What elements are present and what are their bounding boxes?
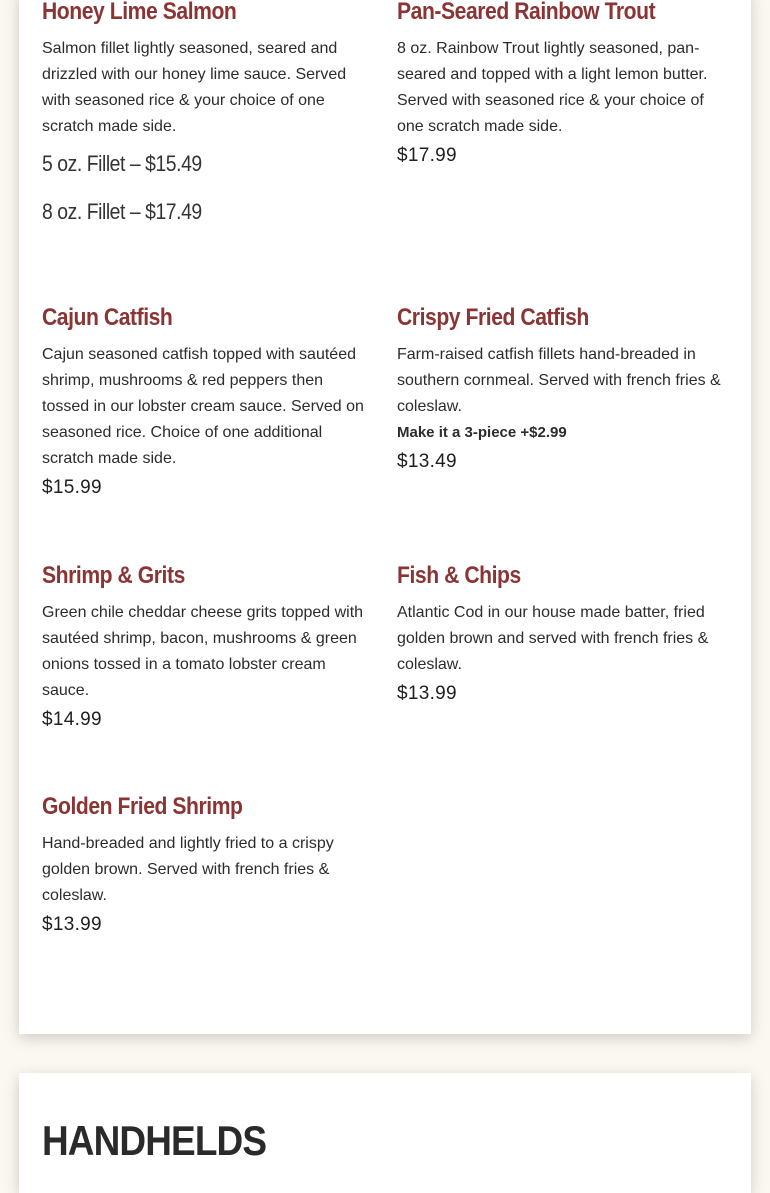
menu-item-title: Pan-Seared Rainbow Trout xyxy=(397,0,656,25)
section-heading: HANDHELDS xyxy=(42,1117,267,1164)
menu-item-title: Fish & Chips xyxy=(397,562,521,589)
menu-item xyxy=(42,793,372,941)
menu-item-description: Atlantic Cod in our house made batter, fried golden brown and served with french fries & coleslaw. xyxy=(397,604,709,673)
menu-item-title: Shrimp & Grits xyxy=(42,562,185,589)
menu-item-title: Honey Lime Salmon xyxy=(42,0,237,25)
menu-item-size-price: 5 oz. Fillet – $15.49 xyxy=(42,151,202,176)
menu-item-price: $14.99 xyxy=(42,709,102,730)
menu-item-price: $13.99 xyxy=(397,683,457,704)
menu-item-size-price: 8 oz. Fillet – $17.49 xyxy=(42,199,202,224)
menu-item xyxy=(397,0,729,172)
menu-item-price: $13.49 xyxy=(397,451,457,472)
handhelds-menu-card xyxy=(19,1073,751,1193)
menu-item-description: Cajun seasoned catfish topped with sautéed shrimp, mushrooms & red peppers then tossed in our lobster cream sauce. Served on seasoned rice. Choice of one additional scratch made side. xyxy=(42,346,364,467)
menu-item-price: $17.99 xyxy=(397,145,457,166)
menu-item-title: Cajun Catfish xyxy=(42,304,173,331)
menu-item xyxy=(42,0,372,226)
menu-item-description: Hand-breaded and lightly fried to a crispy golden brown. Served with french fries & coleslaw. xyxy=(42,835,334,904)
menu-item-upgrade-note: Make it a 3-piece +$2.99 xyxy=(397,424,567,441)
menu-item xyxy=(42,304,372,504)
menu-item-price: $15.99 xyxy=(42,477,102,498)
menu-item-price: $13.99 xyxy=(42,914,102,935)
menu-item-description: 8 oz. Rainbow Trout lightly seasoned, pan-seared and topped with a light lemon butter. Served with seasoned rice & your choice of one scratch made side. xyxy=(397,40,708,135)
menu-item-title: Golden Fried Shrimp xyxy=(42,793,243,820)
menu-item-description: Salmon fillet lightly seasoned, seared and drizzled with our honey lime sauce. Served with seasoned rice & your choice of one scratch made side. xyxy=(42,40,347,135)
menu-item xyxy=(397,562,729,710)
menu-item xyxy=(42,562,372,736)
menu-item-description: Farm-raised catfish fillets hand-breaded in southern cornmeal. Served with french fries & coleslaw. xyxy=(397,346,721,415)
menu-item xyxy=(397,304,729,478)
menu-item-title: Crispy Fried Catfish xyxy=(397,304,589,331)
seafood-menu-card xyxy=(19,0,751,1034)
menu-item-description: Green chile cheddar cheese grits topped with sautéed shrimp, bacon, mushrooms & green onions tossed in a tomato lobster cream sauce. xyxy=(42,604,364,699)
